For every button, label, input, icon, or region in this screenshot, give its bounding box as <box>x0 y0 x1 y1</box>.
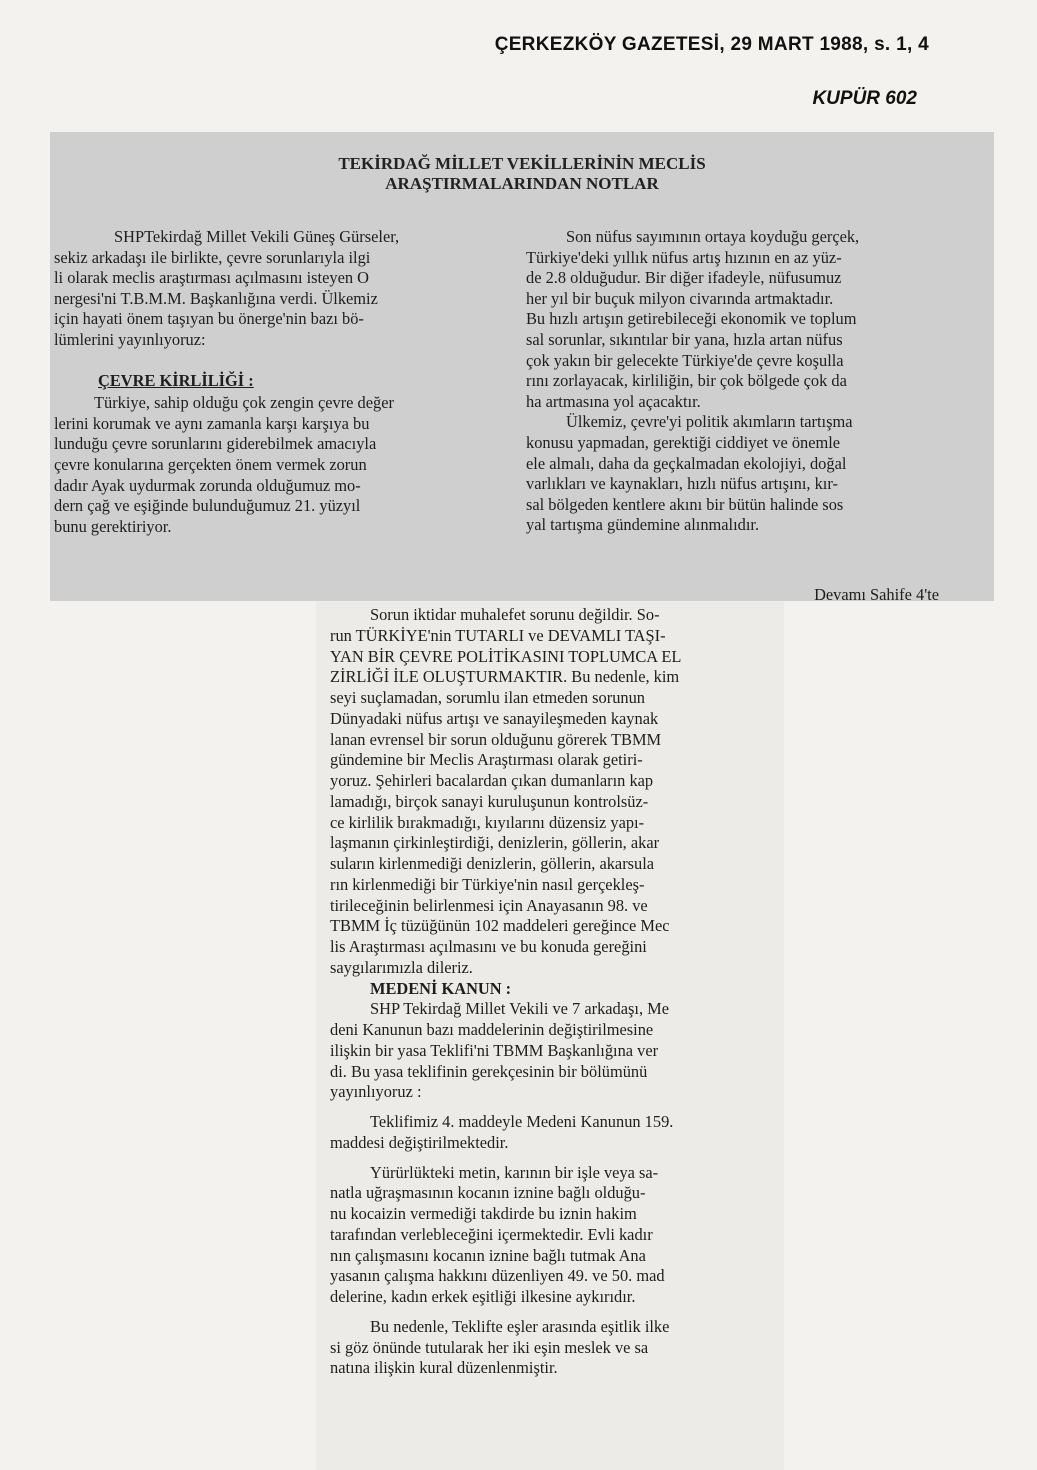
text-line: SHPTekirdağ Millet Vekili Güneş Gürseler, <box>114 227 400 246</box>
text-line: konusu yapmadan, gerektiği ciddiyet ve önemle <box>526 432 841 452</box>
body-paragraph <box>526 227 976 412</box>
text-line: de 2.8 olduğudur. Bir diğer ifadeyle, nüfusumuz <box>526 268 842 288</box>
text-line: rını zorlayacak, kirliliğin, bir çok bölgede çok da <box>526 371 847 391</box>
text-line: nergesi'ni T.B.M.M. Başkanlığına verdi. Ülkemiz <box>54 288 378 308</box>
text-line: yoruz. Şehirleri bacalardan çıkan dumanların kap <box>330 771 654 790</box>
subhead-medeni-kanun: MEDENİ KANUN : <box>370 978 512 998</box>
text-line: lerini korumak ve aynı zamanla karşı karşıya bu <box>54 413 370 433</box>
text-line: çok yakın bir gelecekte Türkiye'de çevre koşulla <box>526 350 844 370</box>
text-line: yayınlıyoruz : <box>330 1082 422 1102</box>
text-line: TBMM İç tüzüğünün 102 maddeleri gereğince Mec <box>330 916 670 936</box>
text-line: çevre konularına gerçekten önem vermek zorun <box>54 454 367 474</box>
text-line: di. Bu yasa teklifinin gerekçesinin bir bölümünü <box>330 1061 648 1081</box>
body-paragraph <box>526 412 976 536</box>
text-line: ilişkin bir yasa Teklifi'ni TBMM Başkanlığına ver <box>330 1040 659 1060</box>
text-line: dadır Ayak uydurmak zorunda olduğumuz mo- <box>54 475 361 495</box>
text-line: Bu nedenle, Teklifte eşler arasında eşitlik ilke <box>370 1316 670 1336</box>
text-line: sekiz arkadaşı ile birlikte, çevre sorunlarıyla ilgi <box>54 247 371 267</box>
subhead-cevre-kirliligi: ÇEVRE KİRLİLİĞİ : <box>98 370 254 390</box>
continued-note: Devamı Sahife 4'te <box>814 585 939 604</box>
text-line: lunduğu çevre sorunlarını giderebilmek amacıyla <box>54 434 377 454</box>
text-line: ZİRLİĞİ İLE OLUŞTURMAKTIR. Bu nedenle, kim <box>330 667 680 687</box>
text-line: delerine, kadın erkek eşitliği ilkesine aykırıdır. <box>330 1287 636 1306</box>
text-line: Türkiye'deki yıllık nüfus artış hızının en az yüz- <box>526 247 842 267</box>
text-line: nu kocaizin vermediği takdirde bu iznin hakim <box>330 1204 637 1223</box>
text-line: Son nüfus sayımının ortaya koyduğu gerçek, <box>566 227 860 246</box>
body-paragraph <box>330 999 780 1103</box>
text-line: lis Araştırması açılmasını ve bu konuda gereğini <box>330 937 647 956</box>
text-line: ha artmasına yol açacaktır. <box>526 391 701 411</box>
body-paragraph <box>330 605 780 979</box>
text-line: tirileceğinin belirlenmesi için Anayasanın 98. ve <box>330 895 648 915</box>
body-paragraph <box>330 1112 780 1154</box>
text-line: yal tartışma gündemine alınmalıdır. <box>526 515 760 535</box>
text-line: natla uğraşmasının kocanın iznine bağlı olduğu- <box>330 1183 646 1203</box>
headline-line: ARAŞTIRMALARINDAN NOTLAR <box>385 174 659 193</box>
body-paragraph <box>330 1163 780 1308</box>
text-line: Sorun iktidar muhalefet sorunu değildir. So- <box>370 605 660 624</box>
text-line: seyi suçlamadan, sorumlu ilan etmeden sorunun <box>330 688 645 707</box>
text-line: tarafından verlebleceğini içermektedir. Evli kadır <box>330 1224 653 1244</box>
text-line: her yıl bir buçuk milyon civarında artmaktadır. <box>526 288 834 308</box>
text-line: nın çalışmasını kocanın iznine bağlı tutmak Ana <box>330 1245 646 1265</box>
text-line: Ülkemiz, çevre'yi politik akımların tartışma <box>566 412 853 432</box>
body-paragraph <box>54 393 504 537</box>
text-line: Türkiye, sahip olduğu çok zengin çevre değer <box>94 393 394 413</box>
text-line: si göz önünde tutularak her iki eşin meslek ve sa <box>330 1337 649 1357</box>
continuation-column <box>330 605 780 1379</box>
text-line: Yürürlükteki metin, karının bir işle veya sa- <box>370 1162 659 1182</box>
text-line: SHP Tekirdağ Millet Vekili ve 7 arkadaşı, Me <box>370 999 669 1019</box>
text-line: sal sorunlar, sıkıntılar bir yana, hızla artan nüfus <box>526 329 843 349</box>
text-line: Teklifimiz 4. maddeyle Medeni Kanunun 159. <box>370 1112 674 1131</box>
text-line: saygılarımızla dileriz. <box>330 957 473 977</box>
text-line: dern çağ ve eşiğinde bulunduğumuz 21. yüzyıl <box>54 496 361 516</box>
intro-paragraph <box>54 227 504 351</box>
text-line: ce kirlilik bırakmadığı, kıyılarını düzensiz yapı- <box>330 812 645 832</box>
text-line: run TÜRKİYE'nin TUTARLI ve DEVAMLI TAŞI- <box>330 625 666 645</box>
text-line: laşmanın çirkinleştirdiği, denizlerin, göllerin, akar <box>330 833 660 853</box>
text-line: suların kirlenmediği denizlerin, göllerin, akarsula <box>330 854 655 873</box>
text-line: lanan evrensel bir sorun olduğunu görerek TBMM <box>330 729 662 749</box>
continuation-clipping <box>316 601 784 1470</box>
text-line: Bu hızlı artışın getirebileceği ekonomik ve toplum <box>526 309 857 329</box>
clipping-id: KUPÜR 602 <box>812 88 917 109</box>
newspaper-source: ÇERKEZKÖY GAZETESİ, 29 MART 1988, s. 1, 4 <box>494 34 929 55</box>
text-line: YAN BİR ÇEVRE POLİTİKASINI TOPLUMCA EL <box>330 646 682 666</box>
text-line: lamadığı, birçok sanayi kuruluşunun kontrolsüz- <box>330 791 649 811</box>
text-line: Dünyadaki nüfus artışı ve sanayileşmeden kaynak <box>330 708 659 728</box>
text-line: ele almalı, daha da geçkalmadan ekolojiyi, doğal <box>526 453 847 473</box>
headline-line: TEKİRDAĞ MİLLET VEKİLLERİNİN MECLİS <box>338 154 706 173</box>
body-paragraph <box>330 1317 780 1379</box>
article-headline <box>50 154 994 194</box>
text-line: sal bölgeden kentlere akını bir bütün halinde sos <box>526 494 844 514</box>
text-line: için hayati önem taşıyan bu önerge'nin bazı bö- <box>54 309 364 329</box>
text-line: maddesi değiştirilmektedir. <box>330 1132 509 1152</box>
text-line: deni Kanunun bazı maddelerinin değiştirilmesine <box>330 1020 654 1039</box>
text-line: natına ilişkin kural düzenlenmiştir. <box>330 1358 558 1378</box>
text-line: varlıkları ve kaynakları, hızlı nüfus artışını, kır- <box>526 474 838 494</box>
top-clipping <box>50 132 994 601</box>
text-line: gündemine bir Meclis Araştırması olarak getiri- <box>330 750 643 770</box>
text-line: lümlerini yayınlıyoruz: <box>54 329 206 349</box>
text-line: li olarak meclis araştırması açılmasını isteyen O <box>54 268 369 288</box>
right-column <box>526 227 976 536</box>
left-column <box>54 227 504 537</box>
text-line: yasanın çalışma hakkını düzenliyen 49. ve 50. mad <box>330 1266 665 1286</box>
text-line: bunu gerektiriyor. <box>54 516 172 536</box>
text-line: rın kirlenmediği bir Türkiye'nin nasıl gerçekleş- <box>330 874 645 894</box>
